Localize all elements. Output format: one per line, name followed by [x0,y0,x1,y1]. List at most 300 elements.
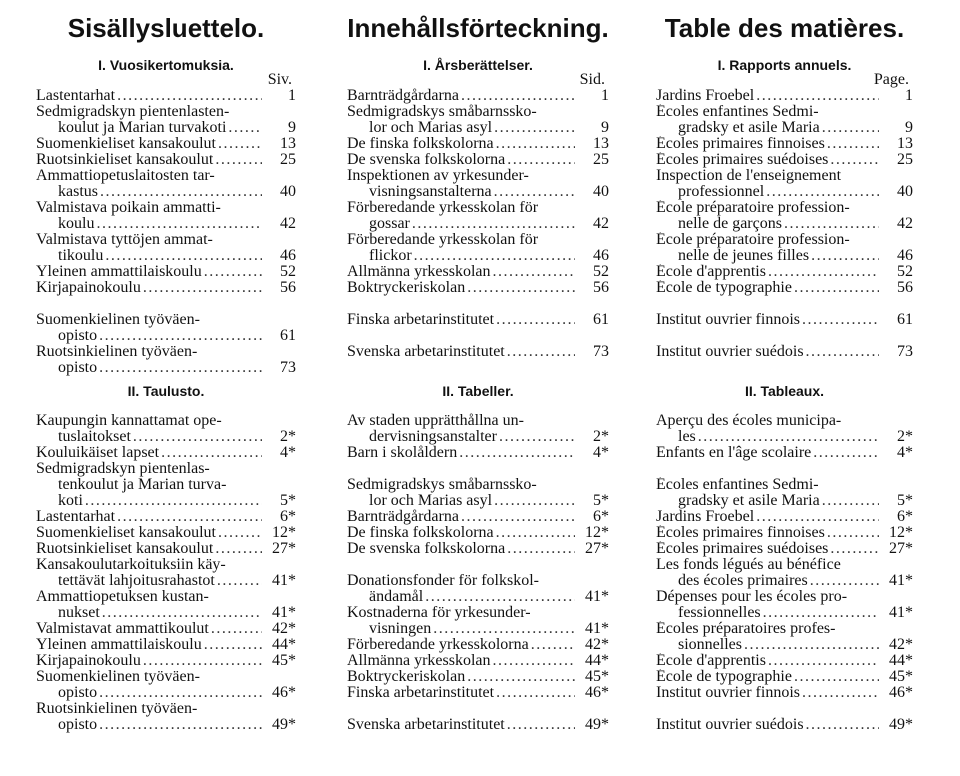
toc-entry-line-text: Aperçu des écoles municipa- [656,413,842,429]
toc-entry-line [656,669,879,685]
toc-entry [656,168,913,200]
toc-entry-page-number: 41* [585,620,609,637]
toc-entry-page-number: 52 [280,263,296,280]
toc-entry-title [36,557,262,589]
toc-entry-title [656,669,879,685]
toc-entry-line-text: Écoles primaires suédoises [656,541,829,557]
toc-entry-line [347,685,575,701]
toc-entry-line-text: École d'apprentis [656,653,766,669]
toc-entry-line [656,717,879,733]
toc-entry-line [36,152,262,168]
toc-entry-line [347,637,575,653]
toc-entry-line [347,104,575,120]
dot-leader [800,685,879,701]
toc-entry-line-text: visningsanstalterna [369,184,492,200]
toc-entry-line-text: Barn i skolåldern [347,445,458,461]
toc-entry-title [347,525,575,541]
toc-entry [656,264,913,280]
toc-entry-line [347,541,575,557]
page-column-label-french: Page. [873,71,909,88]
toc-entry-line [656,248,879,264]
toc-entry-title [36,344,262,376]
toc-entry [36,232,296,264]
toc-entry-title [347,200,575,232]
toc-entry-title [656,104,879,136]
toc-entry [36,525,296,541]
toc-entry [36,264,296,280]
toc-entry-line [656,685,879,701]
toc-entry-line-text: Barnträdgårdarna [347,509,459,525]
dot-leader [808,573,879,589]
toc-entry [347,200,609,232]
toc-entry-line [36,344,262,360]
toc-list-tables-french [656,413,913,733]
toc-entry-line-text: koulut ja Marian turvakoti [58,120,227,136]
toc-entry-line [36,328,262,344]
toc-entry-line [36,493,262,509]
toc-entry-page-number: 12* [272,524,296,541]
toc-entry-page-number: 5* [280,492,296,509]
toc-entry [347,88,609,104]
toc-entry-line [656,429,879,445]
dot-leader [431,621,575,637]
toc-entry-line-text: Boktryckeriskolan [347,280,466,296]
toc-entry [347,264,609,280]
toc-entry-line-text: École préparatoire profession- [656,232,850,248]
toc-entry-line-text: fessionnelles [678,605,761,621]
toc-entry [347,509,609,525]
dot-leader [97,328,262,344]
dot-leader [410,216,575,232]
toc-entry-line [656,525,879,541]
toc-entry-line-text: gradsky et asile Maria [678,493,820,509]
toc-entry [36,280,296,296]
toc-entry-line [36,168,262,184]
toc-entry-line-text: sionnelles [678,637,742,653]
toc-entry-line-text: nelle de jeunes filles [678,248,810,264]
toc-entry-line [36,685,262,701]
toc-entry-page-number: 4* [280,444,296,461]
toc-entry-page-number: 1 [288,87,296,104]
dot-leader [742,637,879,653]
toc-entry-title [347,168,575,200]
toc-entry [36,104,296,136]
toc-entry-line [36,136,262,152]
toc-entry-line [347,477,575,493]
toc-entry-line [347,264,575,280]
toc-entry-line-text: De finska folkskolorna [347,136,494,152]
toc-entry-title [347,717,575,733]
toc-entry [656,621,913,653]
dot-leader [494,525,575,541]
toc-entry-page-number: 6* [897,508,913,525]
toc-entry [656,413,913,445]
toc-entry-page-number: 13 [897,135,913,152]
toc-entry-line-text: Jardins Froebel [656,88,755,104]
toc-entry-page-number: 6* [593,508,609,525]
toc-entry-page-number: 73 [593,343,609,360]
toc-entry-line [656,312,879,328]
toc-entry-title [36,541,262,557]
toc-entry-line-text: Kouluikäiset lapset [36,445,160,461]
toc-entry-line [347,312,575,328]
toc-entry-line-text: Finska arbetarinstitutet [347,685,495,701]
dot-leader [459,88,575,104]
toc-entry-line [656,264,879,280]
toc-entry-page-number: 13 [280,135,296,152]
toc-entry-line-text: Écoles primaires finnoises [656,525,825,541]
toc-entry-line [347,573,575,589]
toc-entry-line [36,184,262,200]
toc-entry [347,152,609,168]
toc-entry-line-text: Barnträdgårdarna [347,88,459,104]
toc-entry-line-text: Inspektionen av yrkesunder- [347,168,529,184]
toc-entry-line [36,701,262,717]
toc-entry-title [656,621,879,653]
toc-entry-line [36,509,262,525]
dot-leader [216,525,262,541]
toc-entry-page-number: 1 [905,87,913,104]
dot-leader [213,152,262,168]
toc-entry [347,136,609,152]
toc-entry [347,344,609,360]
toc-entry-title [656,200,879,232]
toc-entry-page-number: 40 [280,183,296,200]
dot-leader [792,280,879,296]
dot-leader [492,120,575,136]
toc-entry-line-text: Suomenkieliset kansakoulut [36,525,216,541]
toc-entry [347,637,609,653]
toc-entry-line-text: Allmänna yrkesskolan [347,264,491,280]
toc-entry [36,509,296,525]
toc-entry-title [36,413,262,445]
dot-leader [754,88,879,104]
toc-entry-line [347,717,575,733]
section-heading-annual-reports-swedish: I. Årsberättelser. [423,57,533,73]
toc-entry-title [656,541,879,557]
toc-entry [36,445,296,461]
toc-entry-line [36,120,262,136]
toc-entry-line-text: Institut ouvrier suédois [656,344,804,360]
toc-entry-title [347,280,575,296]
toc-entry-line-text: Ruotsinkielinen työväen- [36,344,198,360]
dot-leader [465,280,575,296]
dot-leader [505,344,575,360]
dot-leader [492,184,575,200]
toc-entry-page-number: 25 [593,151,609,168]
toc-entry-line-text: Svenska arbetarinstitutet [347,717,505,733]
toc-entry-line-text: École préparatoire profession- [656,200,850,216]
toc-entry-line-text: tuslaitokset [58,429,131,445]
toc-entry-line [347,621,575,637]
toc-entry [36,621,296,637]
toc-entry-line [36,88,262,104]
toc-entry-title [656,445,879,461]
toc-entry [347,525,609,541]
toc-entry-line [347,653,575,669]
toc-entry-title [36,232,262,264]
toc-entry-line-text: Institut ouvrier finnois [656,685,800,701]
toc-entry-line [656,280,879,296]
toc-entry-title [36,152,262,168]
toc-entry-page-number: 46 [280,247,296,264]
section-heading-tables-french: II. Tableaux. [744,383,825,399]
page-title-swedish: Innehållsförteckning. [347,13,609,43]
toc-entry-line-text: Valmistavat ammattikoulut [36,621,209,637]
dot-leader [103,248,262,264]
toc-entry-line [656,200,879,216]
toc-entry-line [656,493,879,509]
toc-entry-page-number: 46* [585,684,609,701]
dot-leader [457,445,575,461]
toc-entry-line-text: Finska arbetarinstitutet [347,312,495,328]
toc-entry-page-number: 56 [897,279,913,296]
toc-entry-line [36,445,262,461]
toc-entry-line [36,637,262,653]
toc-entry-page-number: 41* [889,572,913,589]
toc-entry-title [347,541,575,557]
toc-entry-line [656,653,879,669]
toc-entry [656,152,913,168]
toc-entry-page-number: 42* [272,620,296,637]
toc-entry-title [36,589,262,621]
toc-entry-title [347,88,575,104]
toc-entry-line [36,413,262,429]
toc-entry-line [347,168,575,184]
toc-entry-line-text: Valmistava poikain ammatti- [36,200,221,216]
toc-entry-line-text: Ruotsinkieliset kansakoulut [36,541,214,557]
toc-entry-line-text: Lastentarhat [36,88,116,104]
toc-entry-line [36,541,262,557]
toc-entry-line-text: Suomenkieliset kansakoulut [36,136,216,152]
toc-entry-title [656,589,879,621]
toc-entry-title [656,88,879,104]
toc-entry-line-text: Inspection de l'enseignement [656,168,842,184]
toc-entry-title [36,136,262,152]
toc-entry [36,136,296,152]
toc-entry-line-text: ändamål [369,589,424,605]
toc-entry-line [347,589,575,605]
toc-entry [347,104,609,136]
dot-leader [529,637,575,653]
toc-entry-page-number: 4* [593,444,609,461]
toc-entry-line [36,264,262,280]
dot-leader [828,152,879,168]
toc-entry-line [36,669,262,685]
toc-entry [36,461,296,509]
toc-entry [36,344,296,376]
toc-entry-line [347,184,575,200]
toc-entry-page-number: 5* [897,492,913,509]
toc-entry-page-number: 52 [593,263,609,280]
toc-entry [656,525,913,541]
toc-entry-line [347,493,575,509]
dot-leader [465,669,575,685]
toc-entry [656,312,913,328]
page-column-label-swedish: Sid. [579,71,605,88]
toc-entry-line-text: Av staden upprätthållna un- [347,413,524,429]
toc-entry-page-number: 61 [897,311,913,328]
toc-entry-line [656,168,879,184]
toc-entry-line [36,280,262,296]
toc-entry-title [656,168,879,200]
toc-entry-line-text: Förberedande yrkesskolan för [347,232,539,248]
toc-entry-page-number: 52 [897,263,913,280]
toc-entry-page-number: 13 [593,135,609,152]
toc-entry-line-text: Förberedande yrkesskolorna [347,637,529,653]
toc-entry-page-number: 46* [889,684,913,701]
toc-entry-line [347,605,575,621]
toc-entry-line [656,120,879,136]
toc-entry-page-number: 2* [593,428,609,445]
dot-leader [97,717,262,733]
section-heading-tables-finnish: II. Taulusto. [127,383,205,399]
toc-entry-title [36,701,262,733]
toc-entry-page-number: 44* [585,652,609,669]
toc-entry-line-text: tettävät lahjoitusrahastot [58,573,215,589]
toc-entry [347,168,609,200]
dot-leader [804,717,879,733]
toc-entry-line [36,605,262,621]
toc-entry-title [347,685,575,701]
dot-leader [494,136,575,152]
toc-entry-title [347,104,575,136]
toc-entry-line-text: des écoles primaires [678,573,808,589]
dot-leader [505,541,575,557]
toc-entry-line [656,104,879,120]
toc-entry-line [656,184,879,200]
toc-entry-page-number: 27* [272,540,296,557]
dot-leader [766,653,879,669]
toc-entry-line [656,445,879,461]
dot-leader [216,136,262,152]
toc-entry-page-number: 56 [593,279,609,296]
toc-entry-page-number: 41* [272,572,296,589]
toc-entry-line [656,621,879,637]
toc-entry-line [656,541,879,557]
toc-entry-line-text: gradsky et asile Maria [678,120,820,136]
toc-entry-title [656,509,879,525]
toc-entry [656,88,913,104]
toc-entry-page-number: 42* [889,636,913,653]
toc-entry-line [656,557,879,573]
toc-entry-line [656,232,879,248]
dot-leader [804,344,879,360]
dot-leader [497,429,575,445]
toc-entry-line-text: Svenska arbetarinstitutet [347,344,505,360]
dot-leader [809,248,879,264]
toc-entry-line-text: tikoulu [58,248,104,264]
toc-entry-line-text: Boktryckeriskolan [347,669,466,685]
toc-entry [347,477,609,509]
toc-entry [36,413,296,445]
toc-entry-line [656,477,879,493]
toc-entry [656,541,913,557]
toc-entry-page-number: 49* [889,716,913,733]
dot-leader [761,605,879,621]
toc-entry-title [656,557,879,589]
dot-leader [412,248,575,264]
toc-entry [656,200,913,232]
toc-entry-title [36,168,262,200]
toc-entry [347,605,609,637]
toc-entry-title [656,525,879,541]
toc-entry-line [36,589,262,605]
toc-entry [347,573,609,605]
dot-leader [213,541,262,557]
dot-leader [494,312,575,328]
toc-entry-title [347,264,575,280]
toc-entry-line-text: Allmänna yrkesskolan [347,653,491,669]
toc-entry-line-text: Lastentarhat [36,509,116,525]
dot-leader [115,509,262,525]
toc-entry-line-text: Kaupungin kannattamat ope- [36,413,222,429]
toc-list-annual-reports-finnish [36,88,296,376]
toc-entry-line [347,525,575,541]
toc-entry-line [656,152,879,168]
toc-entry [656,685,913,701]
dot-leader [215,573,262,589]
dot-leader [828,541,879,557]
toc-entry-page-number: 61 [593,311,609,328]
dot-leader [100,605,262,621]
toc-entry-title [656,152,879,168]
toc-entry-line [656,509,879,525]
toc-entry-page-number: 12* [889,524,913,541]
toc-entry-line [656,344,879,360]
toc-entry-line-text: opisto [58,685,98,701]
dot-leader [159,445,262,461]
toc-entry-page-number: 40 [593,183,609,200]
toc-entry-line-text: Écoles primaires suédoises [656,152,829,168]
toc-entry-line [36,232,262,248]
dot-leader [459,509,575,525]
toc-entry-line-text: Kirjapainokoulu [36,653,141,669]
toc-entry [36,589,296,621]
toc-entry-title [36,88,262,104]
dot-leader [423,589,575,605]
toc-entry-title [36,653,262,669]
dot-leader [491,264,575,280]
toc-entry-line-text: visningen [369,621,432,637]
toc-entry-line-text: Sedmigradskyn pientenlas- [36,461,210,477]
toc-entry-line [347,120,575,136]
toc-entry [656,717,913,733]
toc-entry [36,653,296,669]
toc-entry-line-text: Yleinen ammattilaiskoulu [36,264,202,280]
toc-entry-line-text: De svenska folkskolorna [347,152,506,168]
toc-entry [347,541,609,557]
dot-leader [115,88,262,104]
toc-entry-page-number: 41* [889,604,913,621]
dot-leader [811,445,879,461]
toc-entry [656,445,913,461]
toc-list-tables-finnish [36,413,296,733]
toc-entry-title [36,525,262,541]
dot-leader [494,685,575,701]
toc-entry-page-number: 25 [280,151,296,168]
toc-entry-line-text: Écoles enfantines Sedmi- [656,477,819,493]
toc-entry-title [36,509,262,525]
page-title-finnish: Sisällysluettelo. [67,13,265,43]
dot-leader [754,509,879,525]
toc-entry [347,717,609,733]
toc-entry [656,280,913,296]
toc-entry-title [36,621,262,637]
toc-entry-page-number: 5* [593,492,609,509]
toc-entry-line [656,136,879,152]
toc-entry-line-text: nelle de garçons [678,216,782,232]
